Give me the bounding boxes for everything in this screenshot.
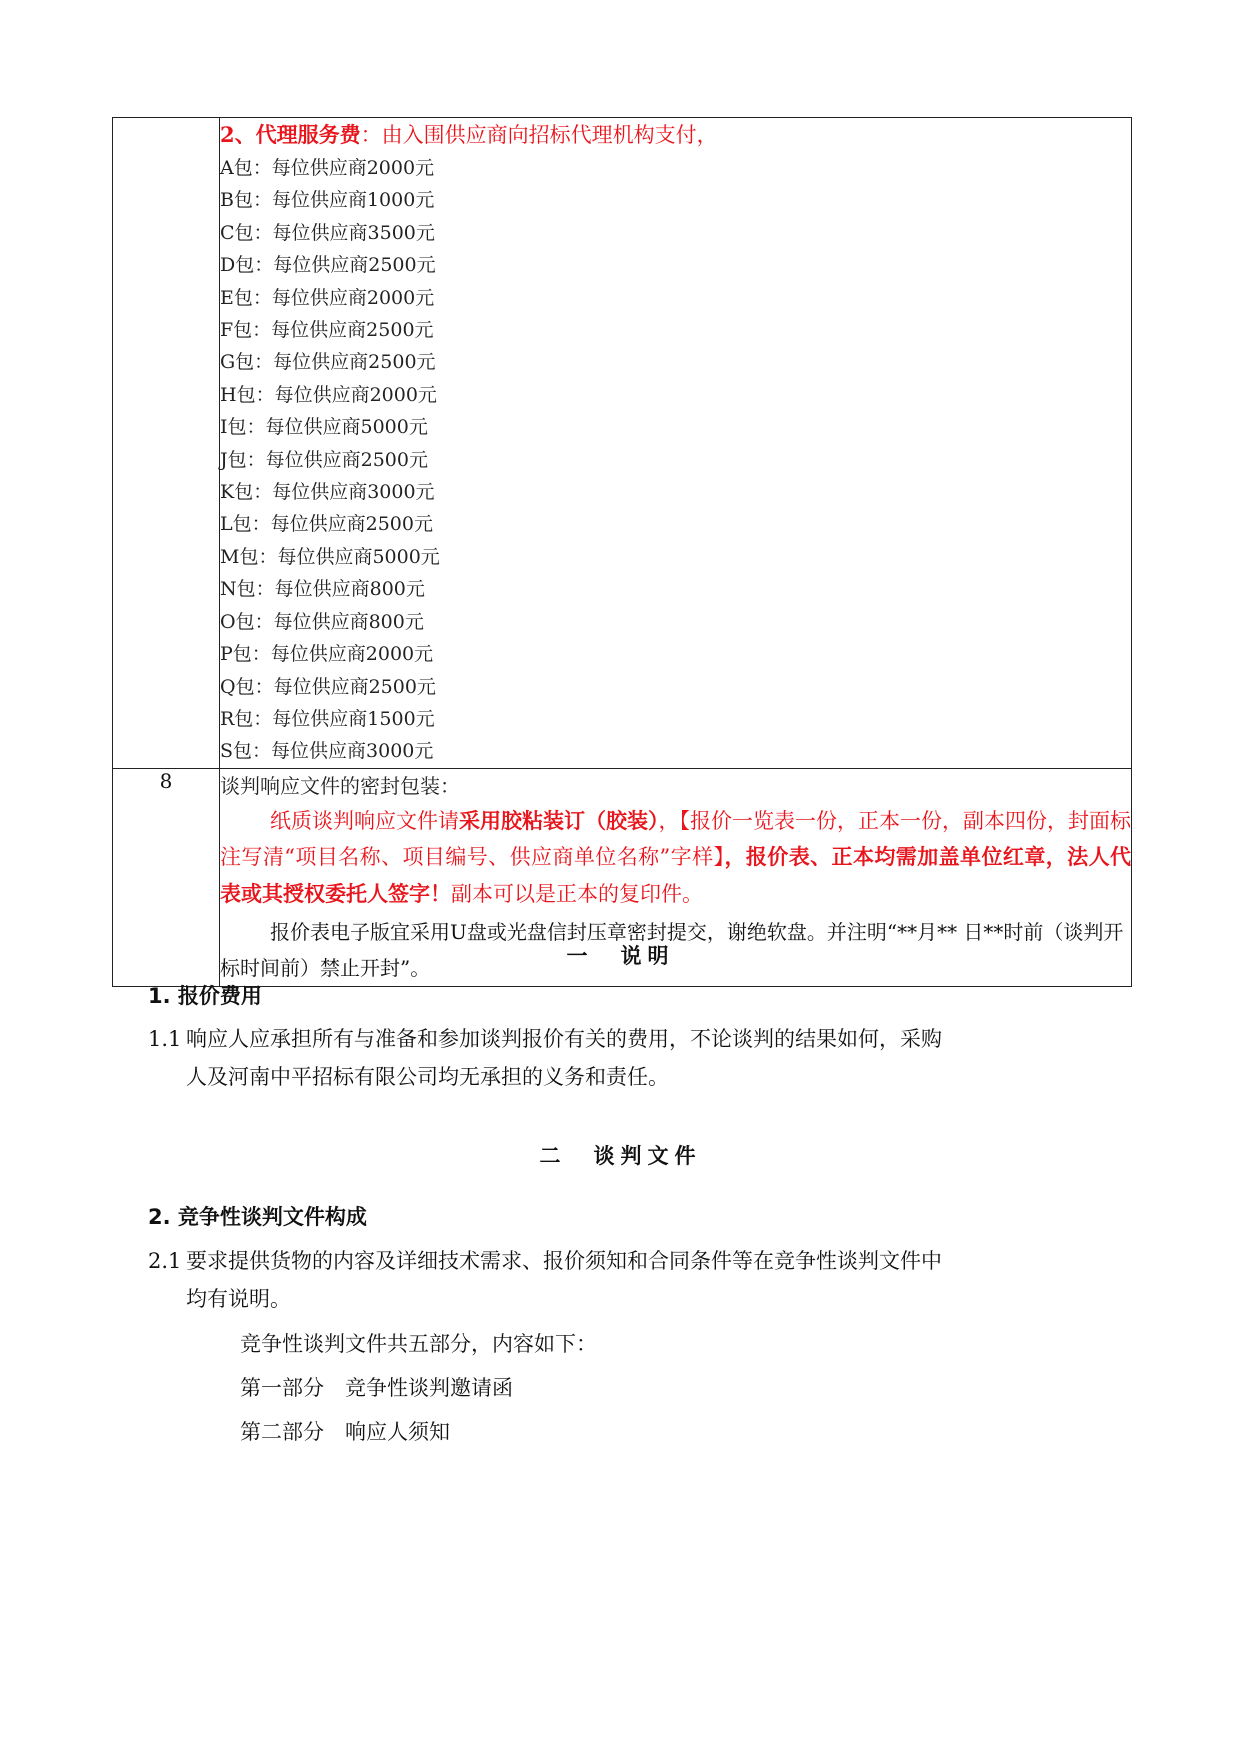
sealing-heading: 谈判响应文件的密封包装： — [220, 773, 460, 798]
sealing-red-paragraph: 纸质谈判响应文件请采用胶粘装订（胶装），【报价一览表一份，正本一份，副本四份，封面标注写清“项目名称、项目编号、供应商单位名称”字样】，报价表、正本均需加盖单位红章，法人代表或其授权委托人签字！副本可以是正本的复印件。 — [220, 807, 1131, 906]
package-fee-item: K包：每位供应商3000元 — [220, 481, 435, 504]
package-fee-list — [220, 152, 1131, 768]
subheading-doc-composition: 2. 竞争性谈判文件构成 — [148, 1205, 367, 1229]
paragraph-2-1: 2.1 要求提供货物的内容及详细技术需求、报价须知和合同条件等在竞争性谈判文件中 均有说明。 — [148, 1242, 1088, 1318]
package-fee-item: A包：每位供应商2000元 — [220, 157, 435, 179]
package-fee-item: S包：每位供应商3000元 — [220, 740, 434, 763]
package-fee-item: R包：每位供应商1500元 — [220, 707, 435, 730]
package-fee-item: J包：每位供应商2500元 — [220, 448, 428, 471]
package-fee-item: C包：每位供应商3500元 — [220, 221, 435, 244]
package-fee-item: B包：每位供应商1000元 — [220, 189, 435, 212]
part-one: 第一部分 竞争性谈判邀请函 — [240, 1376, 513, 1400]
package-fee-item: H包：每位供应商2000元 — [220, 383, 437, 406]
requirements-table — [112, 117, 1132, 987]
row-number-empty — [113, 118, 220, 769]
agency-fee-title: 2、代理服务费：由入围供应商向招标代理机构支付， — [220, 122, 718, 147]
package-fee-item: N包：每位供应商800元 — [220, 578, 425, 601]
package-fee-item: O包：每位供应商800元 — [220, 610, 424, 633]
package-fee-item: F包：每位供应商2500元 — [220, 319, 434, 342]
section-title-1: 一 说明 — [566, 943, 675, 968]
package-fee-item: E包：每位供应商2000元 — [220, 286, 435, 309]
paragraph-1-1: 1.1 响应人应承担所有与准备和参加谈判报价有关的费用，不论谈判的结果如何，采购 人及河南中平招标有限公司均无承担的义务和责任。 — [148, 1020, 1088, 1096]
table-row-fees — [113, 118, 1132, 769]
electronic-version-paragraph: 报价表电子版宜采用U盘或光盘信封压章密封提交，谢绝软盘。并注明“**月** 日**时前（谈判开标时间前）禁止开封”。 — [220, 920, 1124, 981]
part-two: 第二部分 响应人须知 — [240, 1420, 450, 1444]
package-fee-item: D包：每位供应商2500元 — [220, 254, 436, 277]
fees-cell — [220, 118, 1132, 769]
paragraph-number: 1.1 — [148, 1027, 182, 1051]
package-fee-item: Q包：每位供应商2500元 — [220, 675, 436, 698]
package-fee-item: L包：每位供应商2500元 — [220, 513, 433, 536]
package-fee-item: G包：每位供应商2500元 — [220, 351, 436, 374]
package-fee-item: I包：每位供应商5000元 — [220, 416, 428, 439]
paragraph-number: 2.1 — [148, 1249, 182, 1273]
package-fee-item: M包：每位供应商5000元 — [220, 545, 440, 568]
package-fee-item: P包：每位供应商2000元 — [220, 643, 434, 666]
parts-intro: 竞争性谈判文件共五部分，内容如下： — [240, 1332, 597, 1356]
section-title-2: 二 谈判文件 — [539, 1143, 702, 1168]
subheading-quote-cost: 1. 报价费用 — [148, 984, 262, 1008]
row-number: 8 — [113, 768, 220, 987]
